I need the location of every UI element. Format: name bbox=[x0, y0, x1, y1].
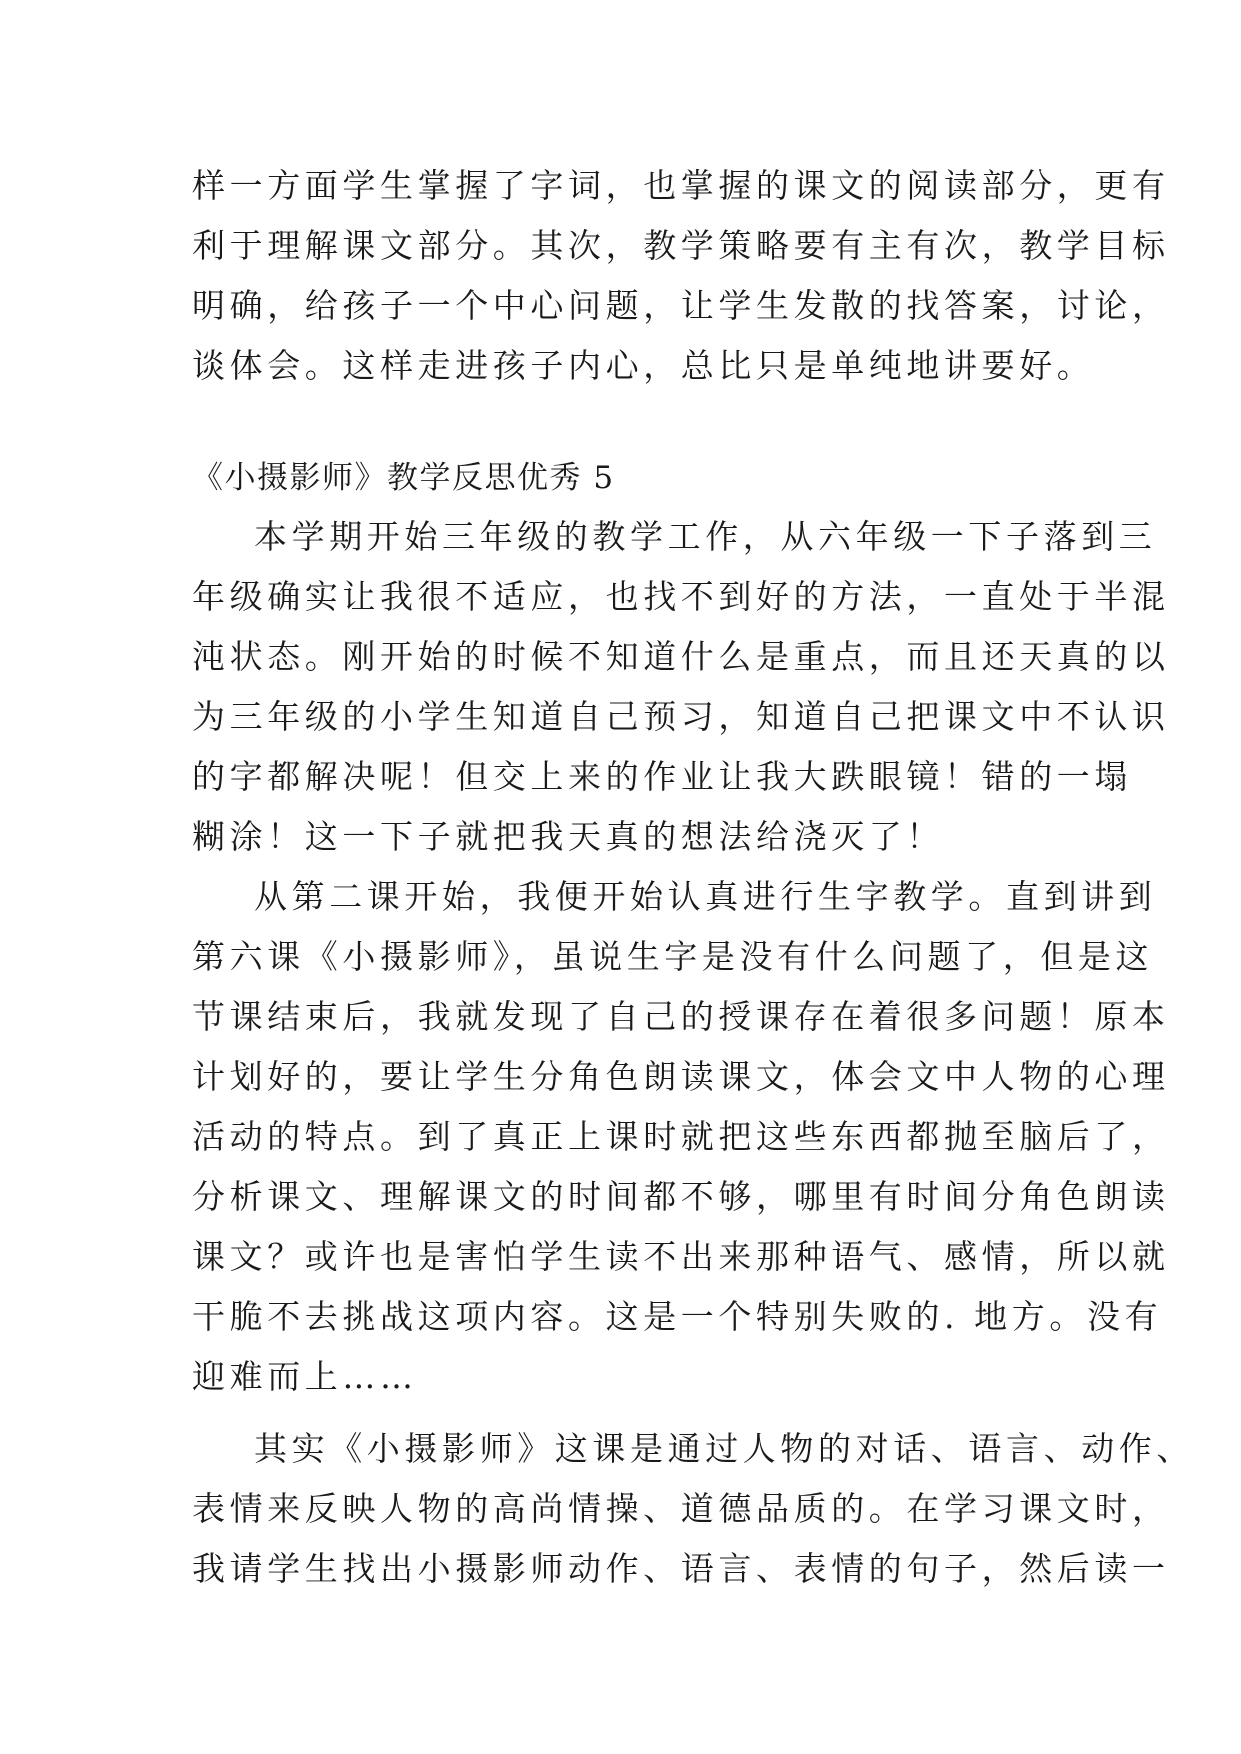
paragraph-2-line-9: 迎难而上…… bbox=[192, 1357, 418, 1396]
paragraph-2-line-5: 活动的特点。到了真正上课时就把这些东西都抛至脑后了， bbox=[192, 1117, 1170, 1156]
paragraph-2-line-7: 课文？或许也是害怕学生读不出来那种语气、感情，所以就 bbox=[192, 1237, 1170, 1276]
paragraph-1-line-2: 年级确实让我很不适应，也找不到好的方法，一直处于半混 bbox=[192, 577, 1170, 616]
intro-line-4: 谈体会。这样走进孩子内心，总比只是单纯地讲要好。 bbox=[192, 346, 1095, 385]
paragraph-2-line-8: 干脆不去挑战这项内容。这是一个特别失败的. 地方。没有 bbox=[192, 1297, 1163, 1336]
paragraph-1-line-6: 糊涂！这一下子就把我天真的想法给浇灭了！ bbox=[192, 817, 944, 856]
paragraph-1-line-1: 本学期开始三年级的教学工作，从六年级一下子落到三 bbox=[254, 517, 1157, 556]
intro-line-1: 样一方面学生掌握了字词，也掌握的课文的阅读部分，更有 bbox=[192, 166, 1170, 205]
paragraph-2-line-4: 计划好的，要让学生分角色朗读课文，体会文中人物的心理 bbox=[192, 1057, 1170, 1096]
section-title: 《小摄影师》教学反思优秀 5 bbox=[192, 460, 615, 496]
paragraph-1-line-4: 为三年级的小学生知道自己预习，知道自己把课文中不认识 bbox=[192, 697, 1170, 736]
paragraph-2-line-6: 分析课文、理解课文的时间都不够，哪里有时间分角色朗读 bbox=[192, 1177, 1170, 1216]
paragraph-3-line-3: 我请学生找出小摄影师动作、语言、表情的句子，然后读一 bbox=[192, 1549, 1170, 1588]
intro-line-2: 利于理解课文部分。其次，教学策略要有主有次，教学目标 bbox=[192, 226, 1170, 265]
paragraph-2-line-2: 第六课《小摄影师》，虽说生字是没有什么问题了，但是这 bbox=[192, 937, 1154, 976]
paragraph-3-line-2: 表情来反映人物的高尚情操、道德品质的。在学习课文时， bbox=[192, 1489, 1170, 1528]
intro-line-3: 明确，给孩子一个中心问题，让学生发散的找答案，讨论， bbox=[192, 286, 1170, 325]
paragraph-2-line-3: 节课结束后，我就发现了自己的授课存在着很多问题！原本 bbox=[192, 997, 1170, 1036]
paragraph-1-line-3: 沌状态。刚开始的时候不知道什么是重点，而且还天真的以 bbox=[192, 637, 1170, 676]
paragraph-1-line-5: 的字都解决呢！但交上来的作业让我大跌眼镜！错的一塌 bbox=[192, 757, 1132, 796]
paragraph-3-line-1: 其实《小摄影师》这课是通过人物的对话、语言、动作、 bbox=[254, 1429, 1194, 1468]
paragraph-2-line-1: 从第二课开始，我便开始认真进行生字教学。直到讲到 bbox=[254, 877, 1157, 916]
